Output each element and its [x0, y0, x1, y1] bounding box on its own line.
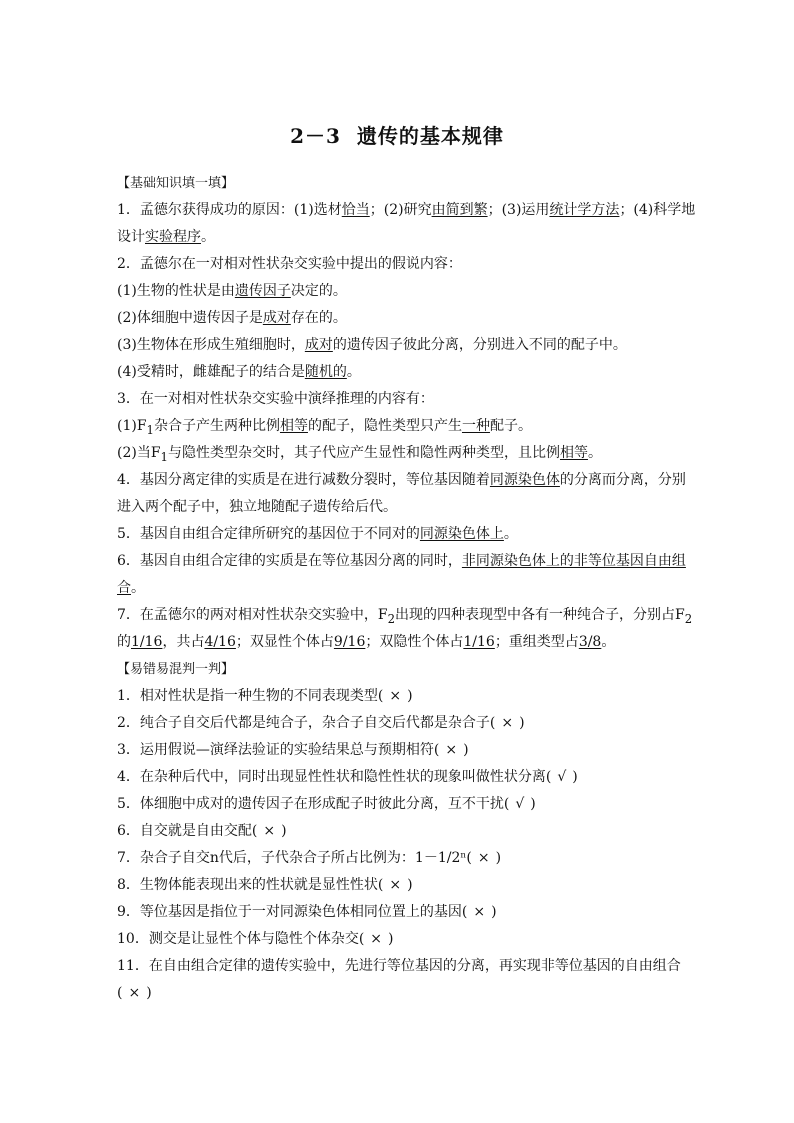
- title-number: 2－3: [290, 124, 341, 148]
- item-1-line-1: 1．孟德尔获得成功的原因：(1)选材恰当；(2)研究由简到繁；(3)运用统计学方法；(4)科学地: [117, 202, 696, 218]
- item-3-sub-2: (2)当$F_1$与隐性类型杂交时，其子代应产生显性和隐性两种类型，且比例相等。: [117, 445, 602, 464]
- content-body: [117, 170, 696, 1007]
- answer-mark: ×: [370, 931, 383, 947]
- answer-mark: ×: [389, 877, 402, 893]
- answer-mark: ×: [263, 823, 276, 839]
- judge-item: 9．等位基因是指位于一对同源染色体相同位置上的基因( × ): [117, 899, 682, 926]
- answer-mark: ×: [473, 904, 486, 920]
- answer-mark: ×: [128, 985, 141, 1001]
- item-5: 5．基因自由组合定律所研究的基因位于不同对的同源染色体上。: [117, 526, 518, 542]
- item-2-sub-1: (1)生物的性状是由遗传因子决定的。: [117, 283, 347, 299]
- item-7-line-2: 的1/16，共占4/16；双显性个体占9/16；双隐性个体占1/16；重组类型占3/8。: [117, 634, 616, 650]
- item-3-sub-1: $(1)F_1$杂合子产生两种比例相等的配子，隐性类型只产生一种配子。: [117, 418, 532, 437]
- judge-item: 8．生物体能表现出来的性状就是显性性状( × ): [117, 872, 682, 899]
- judge-item-11-line-2: ( × ): [117, 980, 682, 1007]
- judge-item: 2．纯合子自交后代都是纯合子，杂合子自交后代都是杂合子( × ): [117, 710, 682, 737]
- judge-item: 7．杂合子自交n代后，子代杂合子所占比例为：1－1/2ⁿ( × ): [117, 845, 682, 872]
- answer-mark: ×: [477, 850, 490, 866]
- item-3: 3．在一对相对性状杂交实验中演绎推理的内容有：: [117, 391, 434, 407]
- item-4-line-1: 4．基因分离定律的实质是在进行减数分裂时，等位基因随着同源染色体的分离而分离，分别: [117, 472, 686, 488]
- item-6-line-1: 6．基因自由组合定律的实质是在等位基因分离的同时，非同源染色体上的非等位基因自由组: [117, 553, 686, 569]
- item-4-line-2: 进入两个配子中，独立地随配子遗传给后代。: [117, 499, 397, 515]
- judge-item: 1．相对性状是指一种生物的不同表现类型( × ): [117, 683, 682, 710]
- page-title: [0, 120, 794, 149]
- answer-mark: ×: [389, 688, 402, 704]
- answer-mark: ×: [445, 742, 458, 758]
- item-2: 2．孟德尔在一对相对性状杂交实验中提出的假说内容：: [117, 256, 462, 272]
- judge-item: 10．测交是让显性个体与隐性个体杂交( × ): [117, 926, 682, 953]
- item-2-sub-4: (4)受精时，雌雄配子的结合是随机的。: [117, 364, 361, 380]
- item-1-line-2: 设计实验程序。: [117, 229, 215, 245]
- section-heading-judge: 【易错易混判一判】: [117, 662, 235, 677]
- judge-item: 6．自交就是自由交配( × ): [117, 818, 682, 845]
- judge-item: 3．运用假说—演绎法验证的实验结果总与预期相符( × ): [117, 737, 682, 764]
- answer-mark: √: [557, 769, 567, 785]
- answer-mark: √: [515, 796, 525, 812]
- item-7-line-1: 7．在孟德尔的两对相对性状杂交实验中，$F_2$出现的四种表现型中各有一种纯合子，分别占$F_2$: [117, 607, 693, 626]
- judge-item: 5．体细胞中成对的遗传因子在形成配子时彼此分离，互不干扰( √ ): [117, 791, 682, 818]
- answer-mark: ×: [501, 715, 514, 731]
- section-heading-basic: 【基础知识填一填】: [117, 176, 235, 191]
- item-6-line-2: 合。: [117, 580, 145, 596]
- item-2-sub-3: (3)生物体在形成生殖细胞时，成对的遗传因子彼此分离，分别进入不同的配子中。: [117, 337, 627, 353]
- judge-item-11-line-1: 11．在自由组合定律的遗传实验中，先进行等位基因的分离，再实现非等位基因的自由组合: [117, 958, 681, 974]
- judge-item: 4．在杂种后代中，同时出现显性性状和隐性性状的现象叫做性状分离( √ ): [117, 764, 682, 791]
- title-text: 遗传的基本规律: [356, 124, 504, 148]
- item-2-sub-2: (2)体细胞中遗传因子是成对存在的。: [117, 310, 347, 326]
